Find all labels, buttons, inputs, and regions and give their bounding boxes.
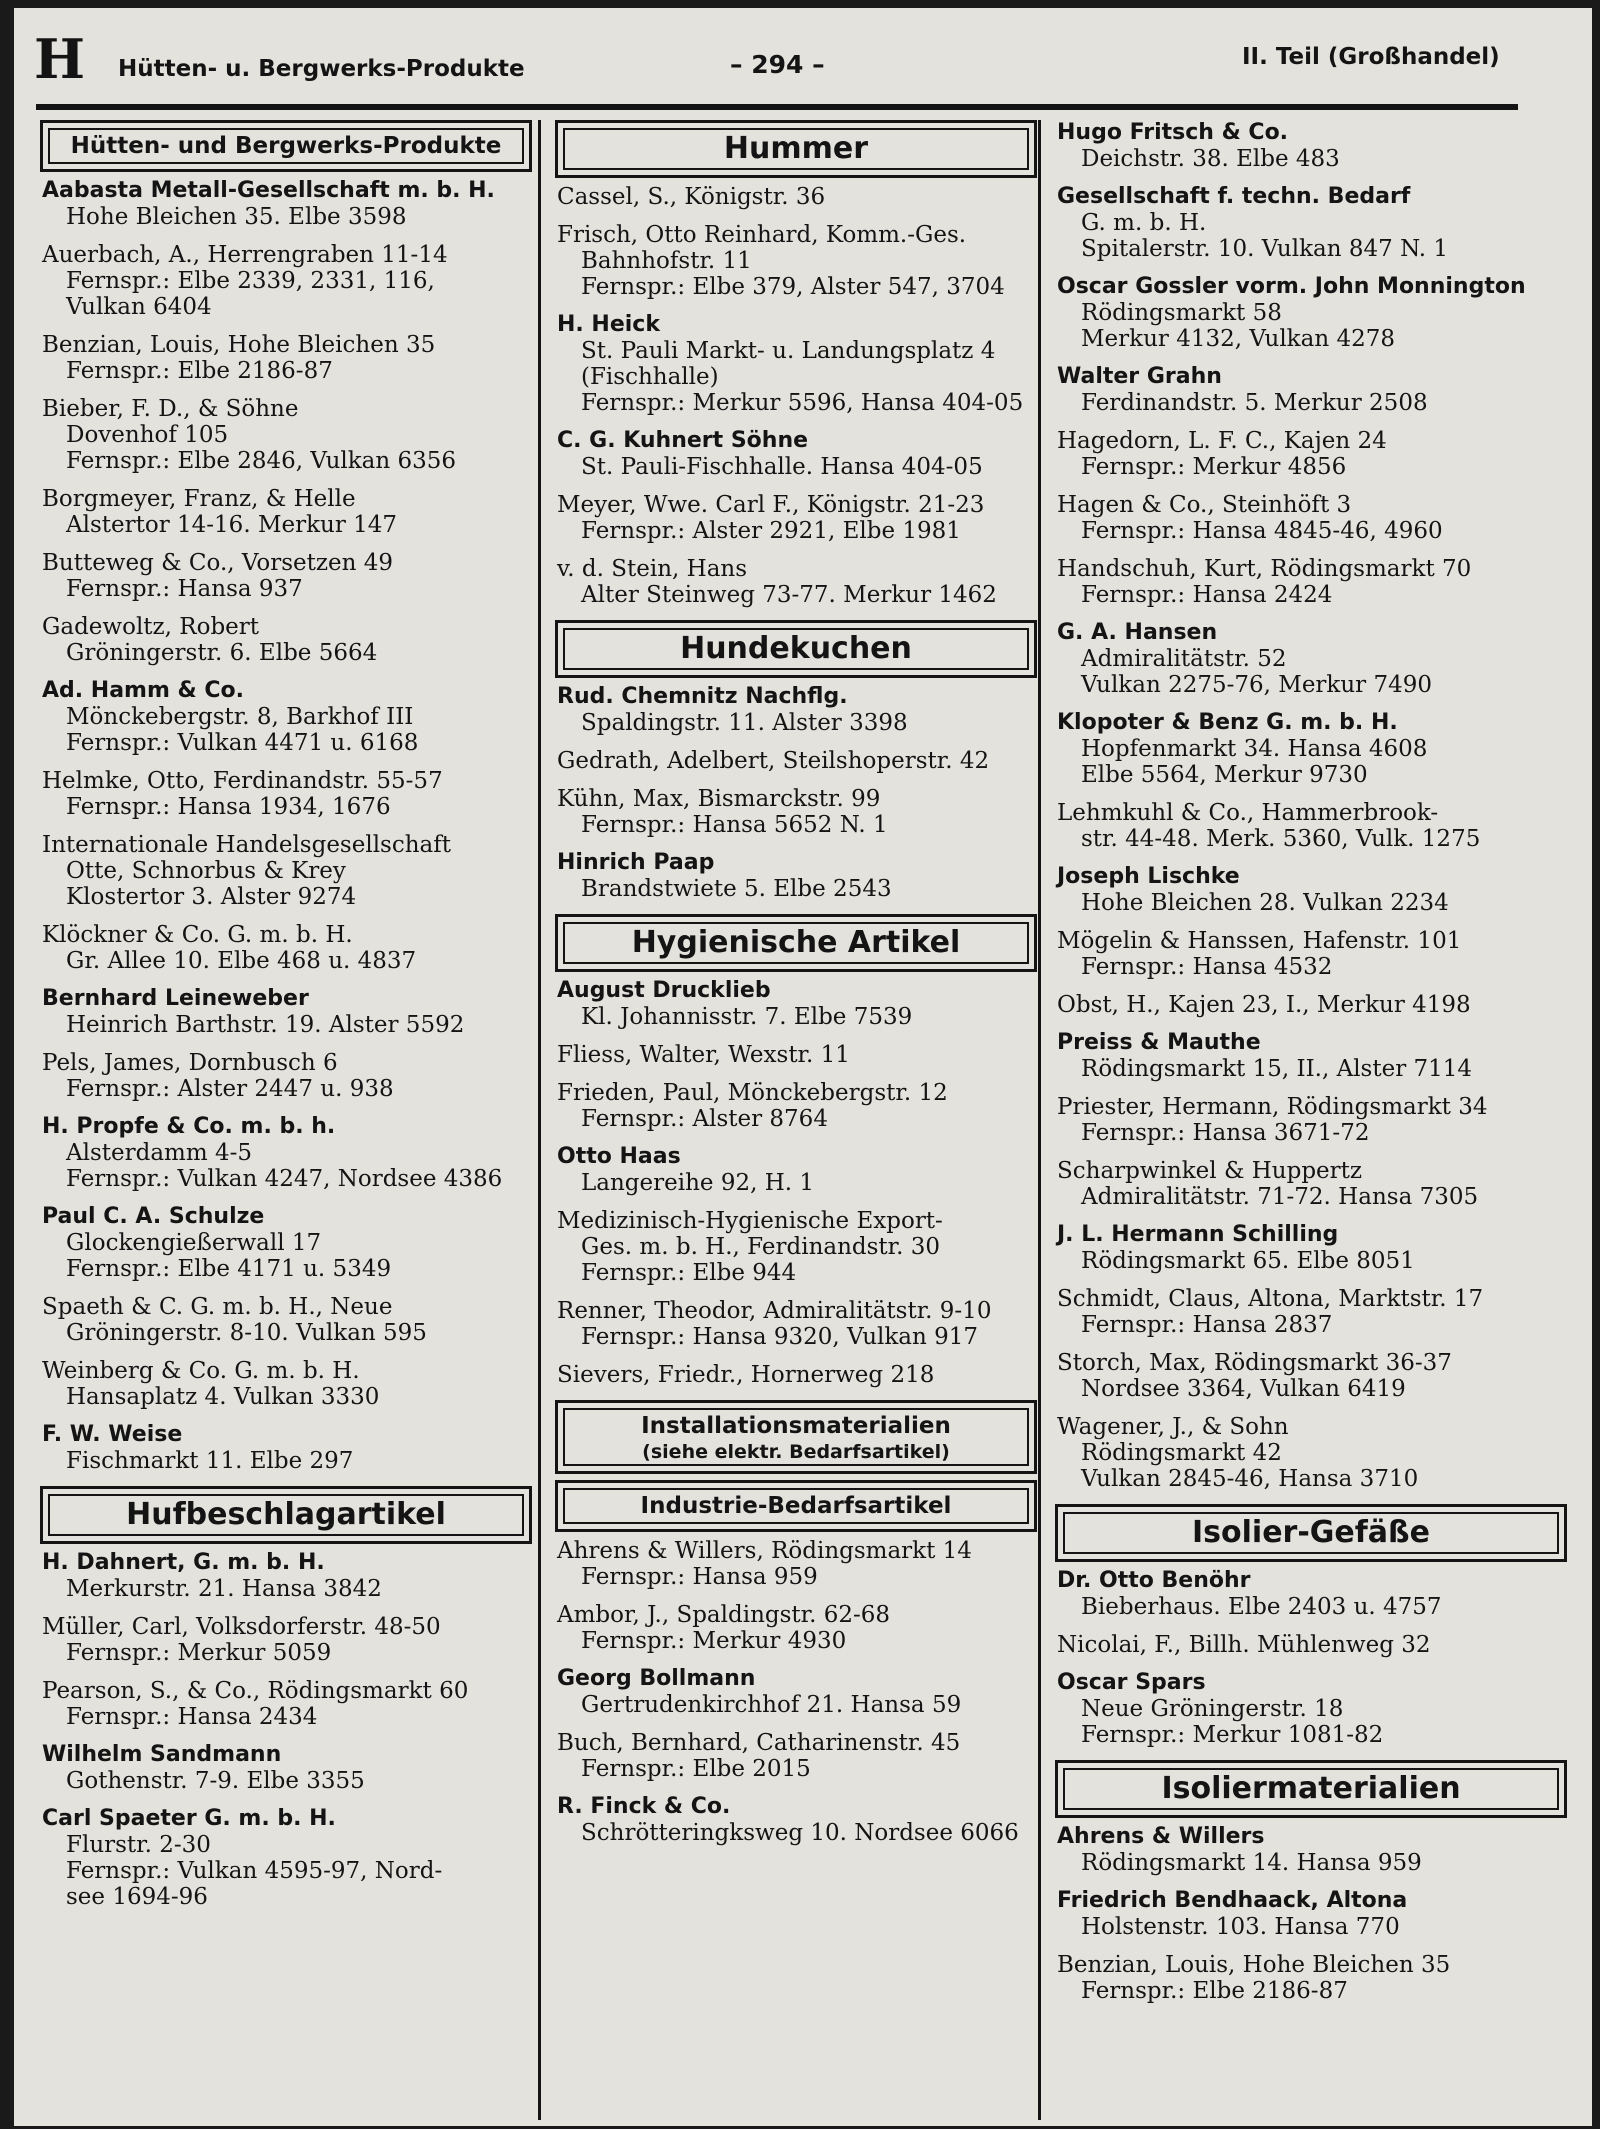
- address-line: Klostertor 3. Alster 9274: [66, 884, 357, 910]
- firm-name: H. Propfe & Co. m. b. h.: [42, 1114, 336, 1139]
- address-line: Fernspr.: Hansa 5652 N. 1: [581, 812, 888, 838]
- firm-name: Otto Haas: [557, 1144, 681, 1169]
- address-line: Fernspr.: Elbe 2186-87: [1081, 1978, 1348, 2004]
- address-line: Rödingsmarkt 65. Elbe 8051: [1081, 1248, 1415, 1274]
- directory-entry: [551, 1538, 1041, 1590]
- directory-entry: [36, 1294, 536, 1346]
- section-letter: H: [34, 27, 86, 91]
- address-line: Fernspr.: Elbe 944: [581, 1260, 797, 1286]
- category-heading: [555, 914, 1037, 972]
- page-number: – 294 –: [730, 50, 825, 79]
- firm-name: Ad. Hamm & Co.: [42, 678, 245, 703]
- directory-entry: [1051, 364, 1571, 416]
- directory-entry: [551, 1666, 1041, 1718]
- category-title: Hummer: [723, 131, 869, 166]
- address-line: Schrötteringksweg 10. Nordsee 6066: [581, 1820, 1019, 1846]
- address-line: Fernspr.: Elbe 379, Alster 547, 3704: [581, 274, 1005, 300]
- column-1: [36, 120, 536, 2120]
- category-heading: [555, 620, 1037, 678]
- directory-entry: [1051, 1094, 1571, 1146]
- directory-entry: [1051, 1952, 1571, 2004]
- directory-entry: [36, 832, 536, 910]
- directory-entry: [1051, 184, 1571, 262]
- address-line: see 1694-96: [66, 1884, 208, 1910]
- address-line: Fernspr.: Merkur 5596, Hansa 404-05: [581, 390, 1024, 416]
- firm-name: Bernhard Leineweber: [42, 986, 309, 1011]
- address-line: Nordsee 3364, Vulkan 6419: [1081, 1376, 1406, 1402]
- category-title: Hygienische Artikel: [631, 925, 961, 960]
- address-line: St. Pauli-Fischhalle. Hansa 404-05: [581, 454, 983, 480]
- firm-name: Hugo Fritsch & Co.: [1057, 120, 1289, 145]
- firm-name: Klöckner & Co. G. m. b. H.: [42, 922, 353, 948]
- address-line: Fernspr.: Hansa 2434: [66, 1704, 318, 1730]
- directory-entry: [1051, 492, 1571, 544]
- firm-name: Kühn, Max, Bismarckstr. 99: [557, 786, 881, 812]
- address-line: Merkurstr. 21. Hansa 3842: [66, 1576, 382, 1602]
- address-line: Vulkan 2275-76, Merkur 7490: [1081, 672, 1433, 698]
- directory-entry: [551, 492, 1041, 544]
- directory-entry: [1051, 556, 1571, 608]
- address-line: Spitalerstr. 10. Vulkan 847 N. 1: [1081, 236, 1448, 262]
- address-line: Fernspr.: Elbe 2186-87: [66, 358, 333, 384]
- category-heading: [1055, 1504, 1567, 1562]
- directory-entry: [551, 1144, 1041, 1196]
- directory-entry: [551, 1080, 1041, 1132]
- firm-name: Carl Spaeter G. m. b. H.: [42, 1806, 336, 1831]
- firm-name: Aabasta Metall-Gesellschaft m. b. H.: [42, 178, 495, 203]
- category-subtitle: (siehe elektr. Bedarfsartikel): [642, 1441, 950, 1463]
- directory-entry: [1051, 1632, 1571, 1658]
- address-line: Fernspr.: Elbe 4171 u. 5349: [66, 1256, 392, 1282]
- firm-name: Georg Bollmann: [557, 1666, 756, 1691]
- firm-name: Benzian, Louis, Hohe Bleichen 35: [42, 332, 436, 358]
- firm-name: Schmidt, Claus, Altona, Marktstr. 17: [1057, 1286, 1484, 1312]
- address-line: Fernspr.: Merkur 4930: [581, 1628, 847, 1654]
- address-line: Fernspr.: Merkur 1081-82: [1081, 1722, 1384, 1748]
- firm-name: Frisch, Otto Reinhard, Komm.-Ges.: [557, 222, 967, 248]
- address-line: Fernspr.: Hansa 9320, Vulkan 917: [581, 1324, 979, 1350]
- address-line: Fernspr.: Alster 8764: [581, 1106, 828, 1132]
- firm-name: Wagener, J., & Sohn: [1057, 1414, 1289, 1440]
- directory-entry: [36, 1614, 536, 1666]
- address-line: Admiralitätstr. 52: [1081, 646, 1287, 672]
- directory-entry: [36, 1550, 536, 1602]
- directory-entry: [1051, 274, 1571, 352]
- category-heading: [1055, 1760, 1567, 1818]
- address-line: Alter Steinweg 73-77. Merkur 1462: [581, 582, 997, 608]
- directory-entry: [551, 556, 1041, 608]
- directory-entry: [1051, 1222, 1571, 1274]
- address-line: Gothenstr. 7-9. Elbe 3355: [66, 1768, 365, 1794]
- column-2: [538, 120, 1041, 2120]
- firm-name: Hagen & Co., Steinhöft 3: [1057, 492, 1352, 518]
- address-line: Fernspr.: Hansa 2424: [1081, 582, 1333, 608]
- firm-name: Borgmeyer, Franz, & Helle: [42, 486, 356, 512]
- firm-name: Oscar Spars: [1057, 1670, 1206, 1695]
- firm-name: Meyer, Wwe. Carl F., Königstr. 21-23: [557, 492, 985, 518]
- address-line: str. 44-48. Merk. 5360, Vulk. 1275: [1081, 826, 1481, 852]
- address-line: Gertrudenkirchhof 21. Hansa 59: [581, 1692, 962, 1718]
- address-line: Fernspr.: Vulkan 4247, Nordsee 4386: [66, 1166, 503, 1192]
- firm-name: Hagedorn, L. F. C., Kajen 24: [1057, 428, 1387, 454]
- firm-name: Butteweg & Co., Vorsetzen 49: [42, 550, 394, 576]
- address-line: Rödingsmarkt 58: [1081, 300, 1282, 326]
- address-line: Fernspr.: Elbe 2015: [581, 1756, 811, 1782]
- address-line: Spaldingstr. 11. Alster 3398: [581, 710, 908, 736]
- directory-entry: [36, 332, 536, 384]
- firm-name: Storch, Max, Rödingsmarkt 36-37: [1057, 1350, 1452, 1376]
- address-line: Fernspr.: Vulkan 4595-97, Nord-: [66, 1858, 443, 1884]
- address-line: Hohe Bleichen 28. Vulkan 2234: [1081, 890, 1449, 916]
- directory-entry: [551, 1362, 1041, 1388]
- address-line: Gröningerstr. 6. Elbe 5664: [66, 640, 378, 666]
- category-title: Isoliermaterialien: [1161, 1771, 1461, 1806]
- directory-entry: [36, 550, 536, 602]
- firm-name: v. d. Stein, Hans: [557, 556, 748, 582]
- address-line: (Fischhalle): [581, 364, 719, 390]
- directory-entry: [36, 486, 536, 538]
- address-line: Fernspr.: Hansa 959: [581, 1564, 818, 1590]
- firm-name: G. A. Hansen: [1057, 620, 1218, 645]
- address-line: Ges. m. b. H., Ferdinandstr. 30: [581, 1234, 941, 1260]
- directory-entry: [36, 242, 536, 320]
- directory-entry: [551, 978, 1041, 1030]
- address-line: Gr. Allee 10. Elbe 468 u. 4837: [66, 948, 417, 974]
- address-line: Rödingsmarkt 42: [1081, 1440, 1282, 1466]
- running-title: Hütten- u. Bergwerks-Produkte: [118, 56, 525, 82]
- firm-name: Bieber, F. D., & Söhne: [42, 396, 299, 422]
- address-line: Hansaplatz 4. Vulkan 3330: [66, 1384, 380, 1410]
- address-line: Ferdinandstr. 5. Merkur 2508: [1081, 390, 1428, 416]
- firm-name: Ambor, J., Spaldingstr. 62-68: [557, 1602, 891, 1628]
- firm-name: Wilhelm Sandmann: [42, 1742, 282, 1767]
- firm-name: Ahrens & Willers, Rödingsmarkt 14: [557, 1538, 972, 1564]
- firm-name: Paul C. A. Schulze: [42, 1204, 265, 1229]
- firm-name: Priester, Hermann, Rödingsmarkt 34: [1057, 1094, 1488, 1120]
- directory-entry: [551, 1298, 1041, 1350]
- address-line: Brandstwiete 5. Elbe 2543: [581, 876, 892, 902]
- directory-entry: [36, 1422, 536, 1474]
- firm-name: Pearson, S., & Co., Rödingsmarkt 60: [42, 1678, 469, 1704]
- address-line: Fernspr.: Elbe 2339, 2331, 116,: [66, 268, 435, 294]
- directory-entry: [36, 1742, 536, 1794]
- category-title: Hufbeschlagartikel: [126, 1497, 446, 1532]
- directory-entry: [36, 614, 536, 666]
- address-line: G. m. b. H.: [1081, 210, 1207, 236]
- directory-entry: [36, 1678, 536, 1730]
- directory-entry: [36, 1114, 536, 1192]
- firm-name: Weinberg & Co. G. m. b. H.: [42, 1358, 360, 1384]
- directory-entry: [36, 1050, 536, 1102]
- firm-name: Obst, H., Kajen 23, I., Merkur 4198: [1057, 992, 1471, 1018]
- address-line: Neue Gröningerstr. 18: [1081, 1696, 1344, 1722]
- address-line: Flurstr. 2-30: [66, 1832, 211, 1858]
- firm-name: Oscar Gossler vorm. John Monnington: [1057, 274, 1526, 299]
- firm-name: Handschuh, Kurt, Rödingsmarkt 70: [1057, 556, 1472, 582]
- category-title: Isolier-Gefäße: [1192, 1515, 1430, 1550]
- firm-name: R. Finck & Co.: [557, 1794, 731, 1819]
- directory-entry: [551, 184, 1041, 210]
- address-line: Mönckebergstr. 8, Barkhof III: [66, 704, 414, 730]
- category-heading: [40, 120, 532, 172]
- firm-name: Nicolai, F., Billh. Mühlenweg 32: [1057, 1632, 1431, 1658]
- category-title: Hundekuchen: [680, 631, 912, 666]
- directory-entry: [551, 1730, 1041, 1782]
- address-line: Fernspr.: Alster 2921, Elbe 1981: [581, 518, 961, 544]
- address-line: Fernspr.: Vulkan 4471 u. 6168: [66, 730, 419, 756]
- firm-name: Spaeth & C. G. m. b. H., Neue: [42, 1294, 393, 1320]
- directory-entry: [1051, 1824, 1571, 1876]
- directory-entry: [36, 396, 536, 474]
- firm-name: August Drucklieb: [557, 978, 771, 1003]
- directory-entry: [36, 922, 536, 974]
- firm-name: Lehmkuhl & Co., Hammerbrook-: [1057, 800, 1439, 826]
- firm-name: Gedrath, Adelbert, Steilshoperstr. 42: [557, 748, 990, 774]
- firm-name: Frieden, Paul, Mönckebergstr. 12: [557, 1080, 948, 1106]
- firm-name: Medizinisch-Hygienische Export-: [557, 1208, 943, 1234]
- directory-entry: [551, 1208, 1041, 1286]
- address-line: Fernspr.: Hansa 2837: [1081, 1312, 1333, 1338]
- directory-entry: [551, 1042, 1041, 1068]
- directory-page: [14, 8, 1592, 2126]
- firm-name: Auerbach, A., Herrengraben 11-14: [42, 242, 448, 268]
- address-line: St. Pauli Markt- u. Landungsplatz 4: [581, 338, 996, 364]
- directory-entry: [1051, 1158, 1571, 1210]
- address-line: Deichstr. 38. Elbe 483: [1081, 146, 1340, 172]
- firm-name: Friedrich Bendhaack, Altona: [1057, 1888, 1408, 1913]
- address-line: Langereihe 92, H. 1: [581, 1170, 815, 1196]
- header-rule: [36, 104, 1518, 110]
- address-line: Dovenhof 105: [66, 422, 229, 448]
- directory-entry: [551, 1794, 1041, 1846]
- firm-name: Cassel, S., Königstr. 36: [557, 184, 826, 210]
- directory-entry: [1051, 1888, 1571, 1940]
- firm-name: Müller, Carl, Volksdorferstr. 48-50: [42, 1614, 441, 1640]
- firm-name: Rud. Chemnitz Nachflg.: [557, 684, 848, 709]
- firm-name: C. G. Kuhnert Söhne: [557, 428, 809, 453]
- part-label: II. Teil (Großhandel): [1242, 44, 1500, 70]
- category-title: Industrie-Bedarfsartikel: [640, 1493, 952, 1519]
- directory-entry: [36, 768, 536, 820]
- firm-name: Preiss & Mauthe: [1057, 1030, 1261, 1055]
- firm-name: Dr. Otto Benöhr: [1057, 1568, 1251, 1593]
- directory-entry: [1051, 800, 1571, 852]
- firm-name: Sievers, Friedr., Hornerweg 218: [557, 1362, 935, 1388]
- address-line: Alsterdamm 4-5: [66, 1140, 253, 1166]
- firm-name: Fliess, Walter, Wexstr. 11: [557, 1042, 850, 1068]
- category-heading: [40, 1486, 532, 1544]
- directory-entry: [1051, 1568, 1571, 1620]
- firm-name: H. Dahnert, G. m. b. H.: [42, 1550, 325, 1575]
- firm-name: Gesellschaft f. techn. Bedarf: [1057, 184, 1411, 209]
- address-line: Hopfenmarkt 34. Hansa 4608: [1081, 736, 1428, 762]
- address-line: Fernspr.: Hansa 4532: [1081, 954, 1333, 980]
- address-line: Vulkan 6404: [66, 294, 212, 320]
- address-line: Heinrich Barthstr. 19. Alster 5592: [66, 1012, 465, 1038]
- firm-name: Walter Grahn: [1057, 364, 1222, 389]
- directory-entry: [36, 986, 536, 1038]
- directory-entry: [1051, 992, 1571, 1018]
- address-line: Fernspr.: Elbe 2846, Vulkan 6356: [66, 448, 457, 474]
- directory-entry: [36, 1806, 536, 1910]
- category-heading: [555, 120, 1037, 178]
- address-line: Vulkan 2845-46, Hansa 3710: [1081, 1466, 1419, 1492]
- firm-name: J. L. Hermann Schilling: [1057, 1222, 1339, 1247]
- directory-entry: [551, 312, 1041, 416]
- firm-name: Klopoter & Benz G. m. b. H.: [1057, 710, 1398, 735]
- directory-entry: [1051, 1350, 1571, 1402]
- address-line: Fernspr.: Merkur 4856: [1081, 454, 1347, 480]
- directory-entry: [1051, 428, 1571, 480]
- address-line: Gröningerstr. 8-10. Vulkan 595: [66, 1320, 427, 1346]
- firm-name: Pels, James, Dornbusch 6: [42, 1050, 338, 1076]
- directory-entry: [1051, 710, 1571, 788]
- directory-entry: [36, 178, 536, 230]
- firm-name: F. W. Weise: [42, 1422, 183, 1447]
- directory-entry: [551, 222, 1041, 300]
- address-line: Holstenstr. 103. Hansa 770: [1081, 1914, 1400, 1940]
- firm-name: Mögelin & Hanssen, Hafenstr. 101: [1057, 928, 1462, 954]
- directory-entry: [1051, 1286, 1571, 1338]
- firm-name: Benzian, Louis, Hohe Bleichen 35: [1057, 1952, 1451, 1978]
- firm-name: H. Heick: [557, 312, 660, 337]
- directory-entry: [36, 1204, 536, 1282]
- directory-entry: [551, 1602, 1041, 1654]
- firm-name: Renner, Theodor, Admiralitätstr. 9-10: [557, 1298, 992, 1324]
- firm-name: Buch, Bernhard, Catharinenstr. 45: [557, 1730, 961, 1756]
- directory-entry: [1051, 120, 1571, 172]
- firm-name: Joseph Lischke: [1057, 864, 1240, 889]
- directory-entry: [551, 748, 1041, 774]
- firm-name: Gadewoltz, Robert: [42, 614, 260, 640]
- address-line: Admiralitätstr. 71-72. Hansa 7305: [1081, 1184, 1479, 1210]
- address-line: Bahnhofstr. 11: [581, 248, 752, 274]
- directory-entry: [1051, 864, 1571, 916]
- address-line: Otte, Schnorbus & Krey: [66, 858, 346, 884]
- category-title: Hütten- und Bergwerks-Produkte: [70, 133, 502, 159]
- category-heading: [555, 1480, 1037, 1532]
- directory-entry: [551, 786, 1041, 838]
- directory-entry: [1051, 1414, 1571, 1492]
- address-line: Fernspr.: Hansa 937: [66, 576, 303, 602]
- address-line: Rödingsmarkt 15, II., Alster 7114: [1081, 1056, 1473, 1082]
- directory-entry: [1051, 1030, 1571, 1082]
- directory-entry: [1051, 928, 1571, 980]
- category-title: Installationsmaterialien: [641, 1413, 951, 1439]
- address-line: Fischmarkt 11. Elbe 297: [66, 1448, 354, 1474]
- directory-entry: [551, 428, 1041, 480]
- directory-entry: [36, 1358, 536, 1410]
- firm-name: Scharpwinkel & Huppertz: [1057, 1158, 1363, 1184]
- directory-entry: [1051, 620, 1571, 698]
- address-line: Glockengießerwall 17: [66, 1230, 322, 1256]
- address-line: Merkur 4132, Vulkan 4278: [1081, 326, 1395, 352]
- firm-name: Internationale Handelsgesellschaft: [42, 832, 452, 858]
- address-line: Kl. Johannisstr. 7. Elbe 7539: [581, 1004, 913, 1030]
- category-heading: [555, 1400, 1037, 1474]
- column-3: [1038, 120, 1571, 2120]
- address-line: Elbe 5564, Merkur 9730: [1081, 762, 1368, 788]
- address-line: Alstertor 14-16. Merkur 147: [66, 512, 398, 538]
- address-line: Hohe Bleichen 35. Elbe 3598: [66, 204, 407, 230]
- address-line: Fernspr.: Hansa 3671-72: [1081, 1120, 1370, 1146]
- firm-name: Ahrens & Willers: [1057, 1824, 1265, 1849]
- address-line: Fernspr.: Hansa 1934, 1676: [66, 794, 391, 820]
- firm-name: Helmke, Otto, Ferdinandstr. 55-57: [42, 768, 443, 794]
- directory-entry: [551, 850, 1041, 902]
- address-line: Bieberhaus. Elbe 2403 u. 4757: [1081, 1594, 1442, 1620]
- directory-entry: [1051, 1670, 1571, 1748]
- directory-entry: [36, 678, 536, 756]
- address-line: Fernspr.: Merkur 5059: [66, 1640, 332, 1666]
- firm-name: Hinrich Paap: [557, 850, 715, 875]
- address-line: Fernspr.: Hansa 4845-46, 4960: [1081, 518, 1443, 544]
- address-line: Fernspr.: Alster 2447 u. 938: [66, 1076, 394, 1102]
- directory-entry: [551, 684, 1041, 736]
- address-line: Rödingsmarkt 14. Hansa 959: [1081, 1850, 1422, 1876]
